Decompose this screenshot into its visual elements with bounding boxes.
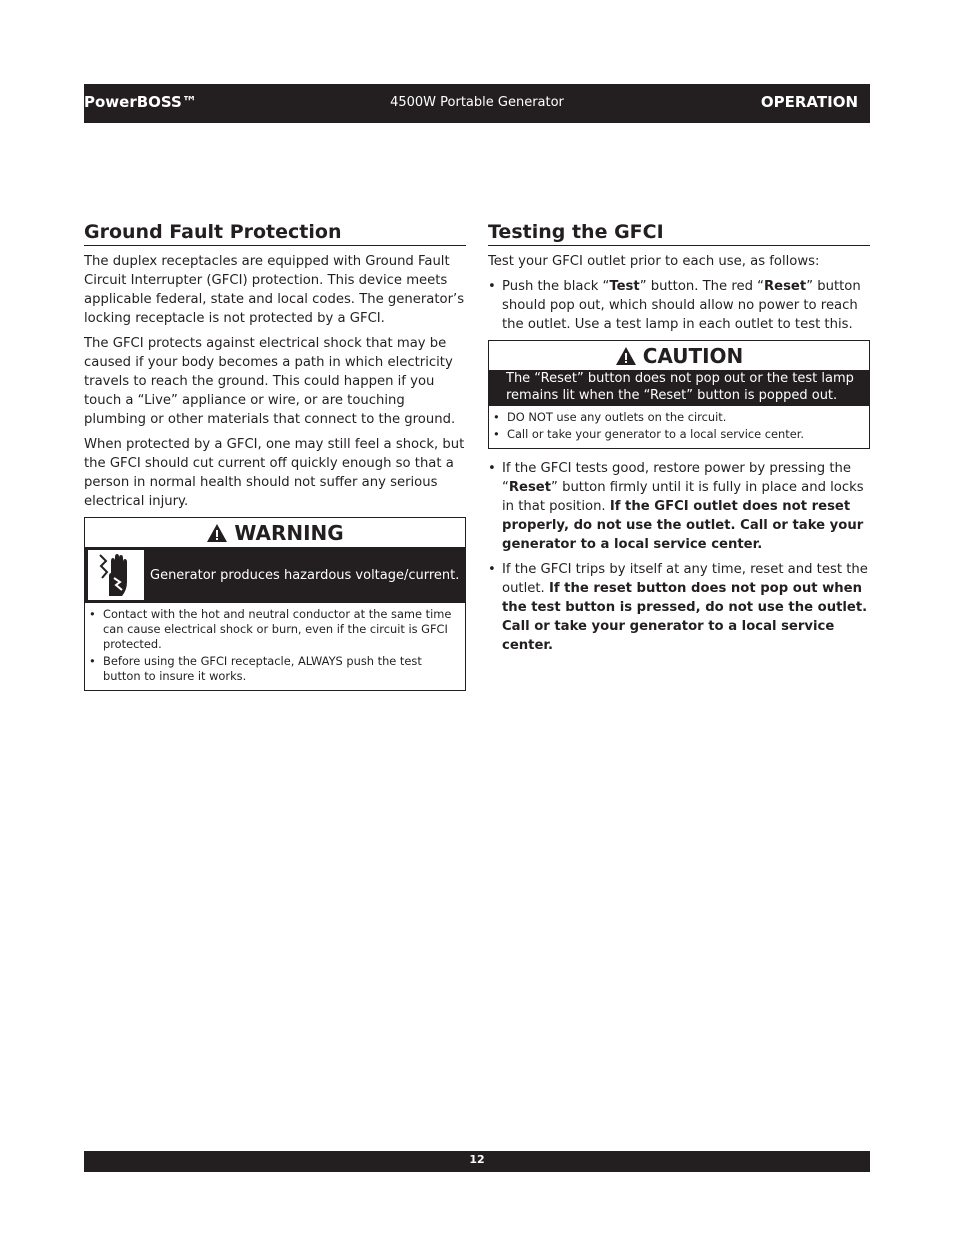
page-header: [84, 84, 870, 123]
warning-box: [84, 517, 466, 691]
paragraph-2: The GFCI protects against electrical shock that may be caused if your body becomes a path in which electricity travels to reach the ground. This could happen if you touch a “Live” appliance or wire, or are touching plumbing or other materials that connect to the ground.: [84, 336, 456, 427]
warning-triangle-icon: [615, 346, 637, 366]
step-list-2: [488, 459, 870, 655]
caution-title: CAUTION: [642, 343, 744, 368]
intro-text: Test your GFCI outlet prior to each use, as follows:: [488, 254, 820, 269]
paragraph-1: The duplex receptacles are equipped with Ground Fault Circuit Interrupter (GFCI) protection. This device meets applicable federal, state and local codes. The generator’s locking receptacle is not protected by a GFCI.: [84, 254, 465, 326]
list-item: • Push the black “Test” button. The red “Reset” button should pop out, which should allow no power to reach the outlet. Use a test lamp in each outlet to test this.: [488, 279, 861, 332]
warning-triangle-icon: [206, 523, 228, 543]
page-number: 12: [469, 1153, 485, 1166]
warning-list: [85, 603, 465, 690]
caution-header: [489, 341, 869, 370]
list-item: • Contact with the hot and neutral conductor at the same time can cause electrical shock or burn, even if the circuit is GFCI protected.: [89, 607, 452, 651]
right-column: [488, 220, 870, 661]
warning-header: [85, 518, 465, 547]
paragraph-3: When protected by a GFCI, one may still feel a shock, but the GFCI should cut current off quickly enough so that a person in normal health should not suffer any serious electrical injury.: [84, 437, 465, 509]
step-list-1: [488, 277, 870, 334]
electric-shock-hand-icon: [96, 552, 136, 598]
list-item: • If the GFCI tests good, restore power by pressing the “Reset” button firmly until it is fully in place and locks in that position. If the GFCI outlet does not reset properly, do not use the outlet. Call or take your generator to a local service center.: [488, 461, 864, 552]
warning-band: [85, 547, 465, 603]
caution-list: [489, 406, 869, 448]
product-name: 4500W Portable Generator: [390, 95, 564, 110]
warning-band-text: Generator produces hazardous voltage/current.: [150, 567, 460, 583]
caution-box: [488, 340, 870, 449]
list-item: • DO NOT use any outlets on the circuit.: [493, 410, 727, 424]
list-item: • If the GFCI trips by itself at any time, reset and test the outlet. If the reset button does not pop out when the test button is pressed, do not use the outlet. Call or take your generator to a local service center.: [488, 562, 868, 653]
section-name: OPERATION: [760, 93, 858, 111]
caution-band-text: The “Reset” button does not pop out or the test lamp remains lit when the “Reset” button is popped out.: [489, 370, 869, 406]
brand-name: PowerBOSS™: [84, 93, 197, 111]
ground-fault-title: Ground Fault Protection: [84, 220, 466, 246]
list-item: • Call or take your generator to a local service center.: [493, 427, 804, 441]
list-item: • Before using the GFCI receptacle, ALWAYS push the test button to insure it works.: [89, 654, 422, 683]
warning-title: WARNING: [234, 520, 344, 545]
page-footer: [84, 1151, 870, 1172]
left-column: [84, 220, 466, 691]
testing-gfci-title: Testing the GFCI: [488, 220, 870, 246]
